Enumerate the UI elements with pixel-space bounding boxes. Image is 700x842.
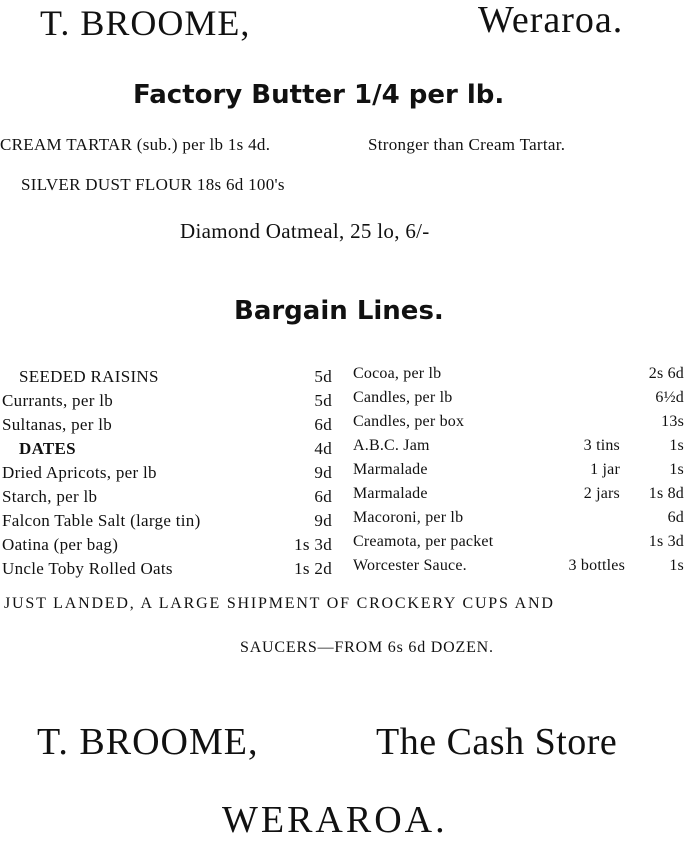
list-item: Candles, per box [353, 413, 465, 430]
cream-tartar-line: CREAM TARTAR (sub.) per lb 1s 4d. [0, 135, 271, 154]
list-item: Marmalade [353, 461, 428, 478]
list-item-price: 2s 6d [648, 365, 684, 382]
list-item-price: 6d [314, 487, 332, 506]
list-item-price: 9d [314, 511, 332, 530]
list-item-price: 1s 3d [294, 535, 332, 554]
list-item: Currants, per lb [2, 391, 114, 410]
silver-dust-line: SILVER DUST FLOUR 18s 6d 100's [21, 175, 285, 194]
saucers-notice: SAUCERS—FROM 6s 6d DOZEN. [240, 639, 494, 656]
list-item-price: 5d [314, 367, 332, 386]
store-name-header: T. BROOME, [40, 3, 251, 43]
list-item-price: 6d [314, 415, 332, 434]
list-item: SEEDED RAISINS [19, 367, 159, 386]
list-item-price: 1s 2d [294, 559, 332, 578]
list-item-price: 9d [314, 463, 332, 482]
list-item: Dried Apricots, per lb [2, 463, 157, 482]
list-item: Starch, per lb [2, 487, 98, 506]
list-item: Uncle Toby Rolled Oats [2, 559, 173, 578]
list-item-qty: 3 tins [583, 437, 620, 454]
list-item-price: 1s 8d [648, 485, 684, 502]
list-item: Sultanas, per lb [2, 415, 113, 434]
list-item-price: 6d [667, 509, 684, 526]
list-item-price: 5d [314, 391, 332, 410]
cash-store-title: The Cash Store [376, 721, 618, 763]
list-item: Candles, per lb [353, 389, 453, 406]
list-item: Marmalade [353, 485, 428, 502]
list-item-price: 6½d [655, 389, 684, 406]
list-item-qty: 2 jars [583, 485, 620, 502]
list-item-price: 4d [314, 439, 332, 458]
feature-heading: Factory Butter 1/4 per lb. [133, 80, 505, 110]
list-item: Cocoa, per lb [353, 365, 442, 382]
list-item-qty: 1 jar [590, 461, 620, 478]
list-item-price: 13s [661, 413, 684, 430]
list-item-qty: 3 bottles [568, 557, 625, 574]
list-item: Worcester Sauce. [353, 557, 467, 574]
town-footer: WERAROA. [222, 799, 448, 841]
store-name-footer: T. BROOME, [37, 721, 259, 763]
list-item-price: 1s 3d [648, 533, 684, 550]
cream-tartar-note: Stronger than Cream Tartar. [368, 135, 566, 154]
oatmeal-line: Diamond Oatmeal, 25 lo, 6/- [180, 219, 430, 243]
list-item: A.B.C. Jam [353, 437, 430, 454]
list-item: Macoroni, per lb [353, 509, 464, 526]
list-item-price: 1s [669, 557, 684, 574]
list-item-price: 1s [669, 461, 684, 478]
list-item: Falcon Table Salt (large tin) [2, 511, 201, 530]
town-header: Weraroa. [478, 0, 624, 41]
bargain-heading: Bargain Lines. [234, 296, 444, 326]
list-item: DATES [19, 439, 76, 458]
shipment-notice: JUST LANDED, A LARGE SHIPMENT OF CROCKERY CUPS AND [4, 595, 555, 612]
list-item: Creamota, per packet [353, 533, 494, 550]
list-item-price: 1s [669, 437, 684, 454]
list-item: Oatina (per bag) [2, 535, 119, 554]
